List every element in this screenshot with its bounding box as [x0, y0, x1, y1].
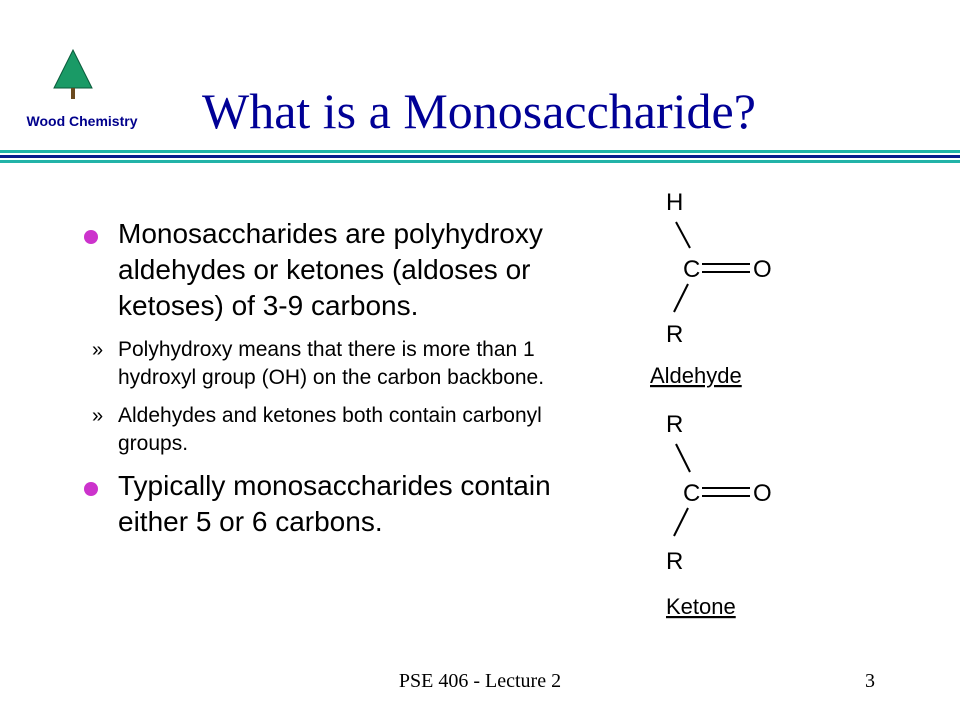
bullet-text: Typically monosaccharides contain either 5 or 6 carbons. — [118, 470, 551, 537]
ketone-top-atom: R — [666, 411, 684, 438]
bullet-item — [78, 468, 558, 540]
aldehyde-carbon: C — [683, 256, 701, 283]
aldehyde-bond-top — [676, 222, 690, 248]
ketone-bottom-atom: R — [666, 548, 684, 575]
ketone-oxygen: O — [753, 480, 772, 507]
aldehyde-bond-bottom — [674, 284, 688, 312]
aldehyde-top-atom: H — [666, 189, 684, 216]
sub-bullet-item — [78, 336, 558, 392]
page-number: 3 — [865, 670, 875, 692]
bullet-marker — [84, 482, 98, 496]
page-title: What is a Monosaccharide? — [202, 83, 756, 139]
sub-bullet-text: Aldehydes and ketones both contain carbonyl groups. — [118, 404, 542, 455]
aldehyde-oxygen: O — [753, 256, 772, 283]
footer-lecture: PSE 406 - Lecture 2 — [398, 670, 562, 692]
ketone-bond-bottom — [674, 508, 688, 536]
ketone-caption: Ketone — [666, 594, 736, 619]
bullet-text: Monosaccharides are polyhydroxy aldehydes or ketones (aldoses or ketoses) of 3-9 carbons. — [118, 218, 543, 321]
tree-icon — [50, 48, 96, 100]
sub-bullet-marker: » — [92, 339, 104, 361]
aldehyde-structure — [650, 189, 772, 388]
sub-bullet-marker: » — [92, 405, 104, 427]
bullet-marker — [84, 230, 98, 244]
ketone-structure — [666, 411, 772, 619]
bullet-item — [78, 216, 558, 324]
title-divider — [0, 148, 960, 168]
carbonyl-structures — [620, 180, 820, 640]
ketone-bond-top — [676, 444, 690, 472]
aldehyde-caption: Aldehyde — [650, 363, 742, 388]
brand-name: Wood Chemistry — [26, 113, 138, 129]
aldehyde-bottom-atom: R — [666, 321, 684, 348]
ketone-carbon: C — [683, 480, 701, 507]
slide-content — [78, 216, 558, 552]
sub-bullet-item — [78, 402, 558, 458]
sub-bullet-text: Polyhydroxy means that there is more than 1 hydroxyl group (OH) on the carbon backbone. — [118, 338, 545, 389]
